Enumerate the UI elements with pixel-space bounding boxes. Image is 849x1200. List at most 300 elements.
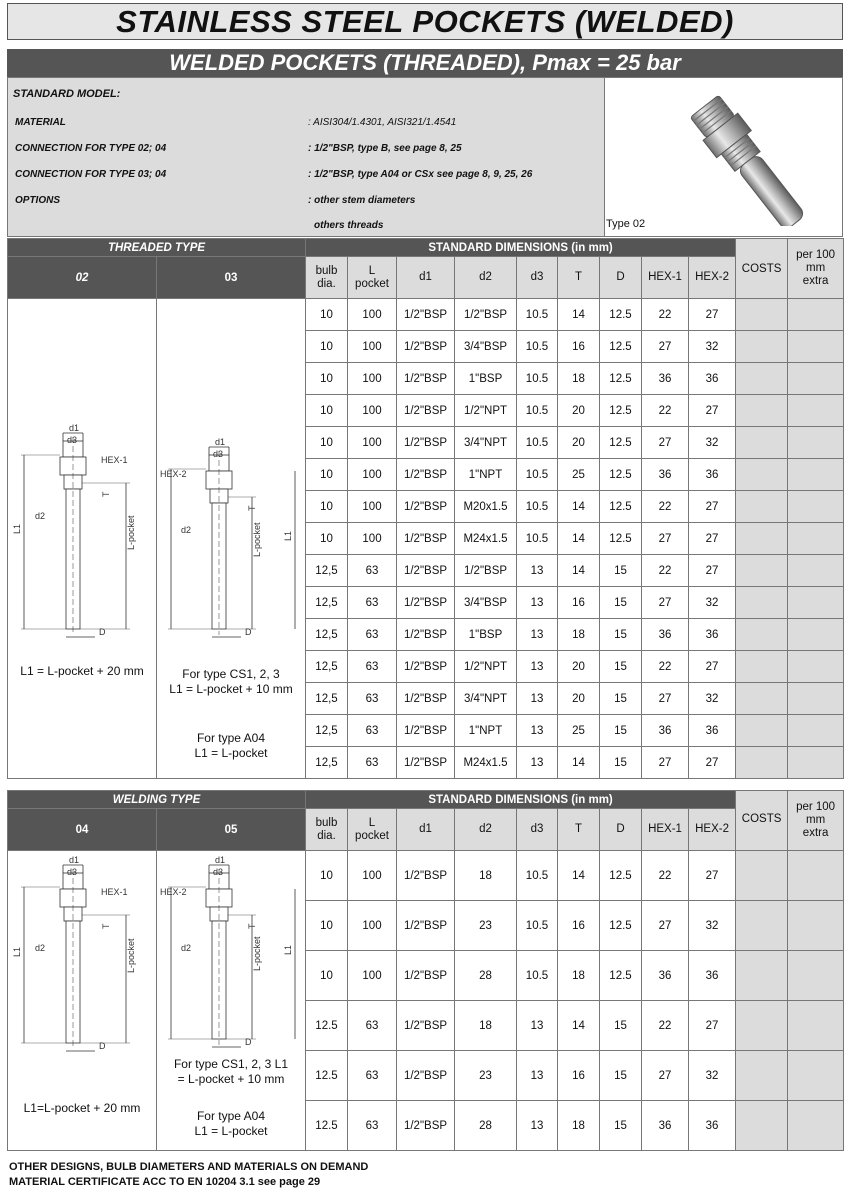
cell-d1: 1/2"BSP [397, 491, 455, 523]
cell-d2: M20x1.5 [455, 491, 517, 523]
cell-bulb-dia: 12,5 [306, 747, 348, 779]
threaded-section-title: THREADED TYPE [8, 239, 306, 257]
cell-costs[interactable] [736, 747, 788, 779]
pocket-drawing [8, 299, 157, 779]
cell-per100[interactable] [788, 1001, 844, 1051]
cell-bulb-dia: 10 [306, 851, 348, 901]
cell-per100[interactable] [788, 683, 844, 715]
cell-hex-1: 27 [642, 747, 689, 779]
cell-hex-2: 32 [689, 427, 736, 459]
threaded-type-02-header: 02 [8, 257, 157, 299]
cell-costs[interactable] [736, 587, 788, 619]
cell-l-pocket: 100 [348, 395, 397, 427]
cell-d: 12.5 [600, 299, 642, 331]
cell-hex-2: 27 [689, 395, 736, 427]
label-hex2: HEX-2 [160, 887, 187, 897]
label-d3: d3 [67, 867, 78, 877]
welding-type-05-header: 05 [157, 809, 306, 851]
cell-t: 18 [558, 951, 600, 1001]
label-hex1: HEX-1 [101, 455, 128, 465]
cell-costs[interactable] [736, 459, 788, 491]
cell-costs[interactable] [736, 851, 788, 901]
cell-bulb-dia: 10 [306, 459, 348, 491]
col-d1: d1 [397, 809, 455, 851]
cell-d2: 1"NPT [455, 459, 517, 491]
cell-per100[interactable] [788, 427, 844, 459]
welding-type-04-header: 04 [8, 809, 157, 851]
cell-costs[interactable] [736, 951, 788, 1001]
cell-hex-2: 36 [689, 1101, 736, 1151]
col-bulb-dia: bulb dia. [306, 257, 348, 299]
cell-l-pocket: 100 [348, 363, 397, 395]
cell-bulb-dia: 12,5 [306, 619, 348, 651]
cell-hex-1: 27 [642, 683, 689, 715]
cell-t: 14 [558, 851, 600, 901]
col-hex-1: HEX-1 [642, 809, 689, 851]
cell-hex-1: 36 [642, 951, 689, 1001]
cell-d1: 1/2"BSP [397, 683, 455, 715]
label-t: T [247, 923, 257, 929]
cell-d1: 1/2"BSP [397, 395, 455, 427]
label-d2: d2 [35, 511, 46, 521]
cell-l-pocket: 63 [348, 715, 397, 747]
col-t: T [558, 809, 600, 851]
col-d1: d1 [397, 257, 455, 299]
cell-d3: 10.5 [517, 523, 558, 555]
cell-per100[interactable] [788, 363, 844, 395]
col-d: D [600, 809, 642, 851]
col-hex-2: HEX-2 [689, 257, 736, 299]
cell-t: 16 [558, 587, 600, 619]
cell-t: 20 [558, 395, 600, 427]
cell-d2: 3/4"BSP [455, 331, 517, 363]
label-d3: d3 [67, 435, 78, 445]
cell-bulb-dia: 10 [306, 331, 348, 363]
cell-l-pocket: 100 [348, 951, 397, 1001]
threaded-note-a: L1 = L-pocket + 20 mm [20, 664, 144, 678]
cell-d1: 1/2"BSP [397, 851, 455, 901]
cell-bulb-dia: 10 [306, 299, 348, 331]
cell-d3: 10.5 [517, 299, 558, 331]
label-d2: d2 [181, 525, 192, 535]
cell-per100[interactable] [788, 395, 844, 427]
cell-hex-1: 36 [642, 459, 689, 491]
col-d2: d2 [455, 809, 517, 851]
cell-d2: 23 [455, 901, 517, 951]
label-l1: L1 [12, 946, 22, 957]
cell-costs[interactable] [736, 683, 788, 715]
label-lpocket: L-pocket [252, 522, 262, 557]
cell-t: 18 [558, 1101, 600, 1151]
cell-l-pocket: 63 [348, 747, 397, 779]
cell-d3: 13 [517, 1101, 558, 1151]
cell-t: 16 [558, 901, 600, 951]
cell-d1: 1/2"BSP [397, 555, 455, 587]
cell-t: 20 [558, 427, 600, 459]
cell-d1: 1/2"BSP [397, 587, 455, 619]
cell-d: 15 [600, 587, 642, 619]
cell-l-pocket: 100 [348, 331, 397, 363]
cell-l-pocket: 63 [348, 651, 397, 683]
cell-d2: M24x1.5 [455, 747, 517, 779]
cell-hex-2: 36 [689, 951, 736, 1001]
cell-hex-1: 36 [642, 619, 689, 651]
cell-t: 25 [558, 459, 600, 491]
cell-t: 16 [558, 331, 600, 363]
cell-d1: 1/2"BSP [397, 1101, 455, 1151]
threaded-drawing-cell-b [157, 299, 306, 779]
cell-bulb-dia: 10 [306, 395, 348, 427]
cell-t: 14 [558, 491, 600, 523]
cell-l-pocket: 100 [348, 901, 397, 951]
cell-per100[interactable] [788, 1051, 844, 1101]
cell-l-pocket: 63 [348, 619, 397, 651]
cell-l-pocket: 100 [348, 523, 397, 555]
cell-t: 25 [558, 715, 600, 747]
cell-d: 12.5 [600, 331, 642, 363]
cell-d3: 13 [517, 555, 558, 587]
label-d: D [99, 627, 106, 637]
cell-d1: 1/2"BSP [397, 427, 455, 459]
cell-d3: 10.5 [517, 363, 558, 395]
label-d1: d1 [215, 855, 226, 865]
section-subtitle: WELDED POCKETS (THREADED), Pmax = 25 bar [7, 49, 843, 77]
cell-costs[interactable] [736, 619, 788, 651]
connection-03-04-value: : 1/2"BSP, type A04 or CSx see page 8, 9, 25, 26 [308, 169, 533, 180]
cell-hex-1: 22 [642, 1001, 689, 1051]
label-t: T [101, 923, 111, 929]
cell-per100[interactable] [788, 299, 844, 331]
cell-per100[interactable] [788, 901, 844, 951]
cell-bulb-dia: 10 [306, 951, 348, 1001]
cell-hex-2: 27 [689, 299, 736, 331]
col-hex-2: HEX-2 [689, 809, 736, 851]
label-l1: L1 [283, 530, 293, 541]
cell-d1: 1/2"BSP [397, 459, 455, 491]
cell-per100[interactable] [788, 619, 844, 651]
cell-hex-1: 27 [642, 523, 689, 555]
cell-d1: 1/2"BSP [397, 1051, 455, 1101]
material-label: MATERIAL [15, 117, 66, 128]
cell-l-pocket: 100 [348, 299, 397, 331]
cell-t: 14 [558, 299, 600, 331]
cell-l-pocket: 100 [348, 459, 397, 491]
cell-l-pocket: 100 [348, 491, 397, 523]
cell-d2: 23 [455, 1051, 517, 1101]
label-d: D [245, 627, 252, 637]
cell-per100[interactable] [788, 951, 844, 1001]
cell-per100[interactable] [788, 555, 844, 587]
cell-d3: 13 [517, 715, 558, 747]
cell-hex-1: 36 [642, 715, 689, 747]
cell-bulb-dia: 10 [306, 491, 348, 523]
cell-costs[interactable] [736, 1001, 788, 1051]
cell-d: 12.5 [600, 951, 642, 1001]
cell-hex-2: 36 [689, 715, 736, 747]
cell-bulb-dia: 10 [306, 523, 348, 555]
label-t: T [247, 505, 257, 511]
cell-d: 12.5 [600, 523, 642, 555]
cell-d: 15 [600, 555, 642, 587]
cell-d2: 3/4"NPT [455, 683, 517, 715]
standard-model-label: STANDARD MODEL: [13, 88, 121, 100]
cell-d2: 3/4"NPT [455, 427, 517, 459]
cell-hex-2: 27 [689, 747, 736, 779]
col-d3: d3 [517, 257, 558, 299]
cell-d3: 13 [517, 619, 558, 651]
cell-d: 15 [600, 747, 642, 779]
cell-d: 15 [600, 651, 642, 683]
welding-table [7, 790, 844, 1151]
cell-d2: 1/2"NPT [455, 651, 517, 683]
col-bulb-dia: bulb dia. [306, 809, 348, 851]
cell-l-pocket: 63 [348, 1001, 397, 1051]
welding-drawing-cell-a [8, 851, 157, 1151]
cell-d3: 10.5 [517, 901, 558, 951]
welding-note-b2: For type A04 L1 = L-pocket [194, 1109, 268, 1138]
cell-bulb-dia: 12.5 [306, 1101, 348, 1151]
threaded-table [7, 238, 844, 779]
cell-per100[interactable] [788, 851, 844, 901]
cell-d2: 1/2"BSP [455, 555, 517, 587]
cell-per100[interactable] [788, 331, 844, 363]
connection-02-04-label: CONNECTION FOR TYPE 02; 04 [15, 143, 167, 154]
cell-t: 14 [558, 1001, 600, 1051]
cell-d3: 13 [517, 651, 558, 683]
cell-per100[interactable] [788, 1101, 844, 1151]
cell-d3: 13 [517, 1051, 558, 1101]
col-l-pocket: L pocket [348, 257, 397, 299]
cell-bulb-dia: 12.5 [306, 1051, 348, 1101]
label-d2: d2 [35, 943, 46, 953]
cell-d1: 1/2"BSP [397, 951, 455, 1001]
col-hex-1: HEX-1 [642, 257, 689, 299]
label-t: T [101, 491, 111, 497]
label-d2: d2 [181, 943, 192, 953]
cell-d2: 1"NPT [455, 715, 517, 747]
col-t: T [558, 257, 600, 299]
cell-bulb-dia: 10 [306, 363, 348, 395]
cell-costs[interactable] [736, 395, 788, 427]
options-label: OPTIONS [15, 195, 61, 206]
cell-bulb-dia: 10 [306, 427, 348, 459]
cell-bulb-dia: 12,5 [306, 555, 348, 587]
cell-costs[interactable] [736, 651, 788, 683]
cell-d3: 10.5 [517, 491, 558, 523]
cell-d3: 13 [517, 747, 558, 779]
cell-costs[interactable] [736, 427, 788, 459]
cell-hex-2: 32 [689, 1051, 736, 1101]
threaded-type-03-header: 03 [157, 257, 306, 299]
cell-costs[interactable] [736, 901, 788, 951]
cell-l-pocket: 63 [348, 1101, 397, 1151]
cell-d: 15 [600, 1101, 642, 1151]
cell-d2: M24x1.5 [455, 523, 517, 555]
label-l1: L1 [12, 523, 22, 534]
cell-hex-1: 22 [642, 555, 689, 587]
cell-bulb-dia: 12,5 [306, 587, 348, 619]
cell-d: 12.5 [600, 363, 642, 395]
threaded-note-b2: For type A04 L1 = L-pocket [194, 731, 268, 760]
label-lpocket: L-pocket [126, 515, 136, 550]
cell-d1: 1/2"BSP [397, 901, 455, 951]
cell-costs[interactable] [736, 555, 788, 587]
label-lpocket: L-pocket [252, 936, 262, 971]
cell-d: 12.5 [600, 491, 642, 523]
welding-per100-header: per 100 mm extra [788, 791, 844, 851]
table-row [8, 299, 844, 331]
threaded-header-row [8, 257, 844, 299]
pocket-drawing [157, 299, 306, 779]
label-hex2: HEX-2 [160, 469, 187, 479]
cell-d: 12.5 [600, 901, 642, 951]
cell-d1: 1/2"BSP [397, 651, 455, 683]
options-value-1: : other stem diameters [308, 195, 416, 206]
cell-hex-1: 22 [642, 491, 689, 523]
spec-block [7, 77, 843, 237]
cell-t: 14 [558, 747, 600, 779]
cell-bulb-dia: 12,5 [306, 683, 348, 715]
cell-per100[interactable] [788, 651, 844, 683]
threaded-per100-header: per 100 mm extra [788, 239, 844, 299]
cell-per100[interactable] [788, 587, 844, 619]
cell-hex-1: 27 [642, 331, 689, 363]
cell-hex-2: 27 [689, 651, 736, 683]
cell-l-pocket: 63 [348, 1051, 397, 1101]
cell-per100[interactable] [788, 715, 844, 747]
cell-d1: 1/2"BSP [397, 331, 455, 363]
cell-hex-2: 32 [689, 587, 736, 619]
cell-d1: 1/2"BSP [397, 619, 455, 651]
label-d1: d1 [69, 423, 80, 433]
options-value-2: others threads [314, 220, 384, 231]
cell-d: 15 [600, 683, 642, 715]
cell-d3: 10.5 [517, 951, 558, 1001]
cell-d1: 1/2"BSP [397, 299, 455, 331]
cell-costs[interactable] [736, 1051, 788, 1101]
cell-d: 12.5 [600, 427, 642, 459]
cell-hex-1: 27 [642, 427, 689, 459]
col-l-pocket: L pocket [348, 809, 397, 851]
label-hex1: HEX-1 [101, 887, 128, 897]
cell-l-pocket: 63 [348, 683, 397, 715]
cell-hex-2: 36 [689, 619, 736, 651]
cell-d2: 1/2"NPT [455, 395, 517, 427]
cell-per100[interactable] [788, 523, 844, 555]
cell-costs[interactable] [736, 491, 788, 523]
cell-costs[interactable] [736, 1101, 788, 1151]
cell-hex-1: 27 [642, 901, 689, 951]
cell-t: 20 [558, 683, 600, 715]
cell-d3: 13 [517, 587, 558, 619]
label-d1: d1 [215, 437, 226, 447]
label-d3: d3 [213, 867, 224, 877]
cell-d3: 10.5 [517, 427, 558, 459]
threaded-costs-header: COSTS [736, 239, 788, 299]
cell-hex-2: 27 [689, 1001, 736, 1051]
cell-costs[interactable] [736, 331, 788, 363]
cell-l-pocket: 63 [348, 587, 397, 619]
label-l1: L1 [283, 944, 293, 955]
cell-hex-1: 36 [642, 1101, 689, 1151]
material-value: : AISI304/1.4301, AISI321/1.4541 [308, 117, 457, 128]
welding-header-row [8, 809, 844, 851]
connection-02-04-value: : 1/2"BSP, type B, see page 8, 25 [308, 143, 462, 154]
cell-per100[interactable] [788, 459, 844, 491]
pocket-photo [678, 86, 828, 226]
cell-d3: 10.5 [517, 395, 558, 427]
welding-note-a: L1=L-pocket + 20 mm [23, 1101, 141, 1115]
cell-per100[interactable] [788, 747, 844, 779]
col-d2: d2 [455, 257, 517, 299]
cell-d: 15 [600, 619, 642, 651]
welding-note-b1: For type CS1, 2, 3 L1 = L-pocket + 10 mm [173, 1057, 289, 1086]
welding-section-title: WELDING TYPE [8, 791, 306, 809]
label-d: D [99, 1041, 106, 1051]
label-lpocket: L-pocket [126, 938, 136, 973]
cell-d1: 1/2"BSP [397, 747, 455, 779]
label-d1: d1 [69, 855, 80, 865]
cell-d2: 3/4"BSP [455, 587, 517, 619]
connection-03-04-label: CONNECTION FOR TYPE 03; 04 [15, 169, 167, 180]
cell-hex-2: 27 [689, 523, 736, 555]
cell-hex-2: 32 [689, 331, 736, 363]
cell-d: 15 [600, 1051, 642, 1101]
cell-costs[interactable] [736, 715, 788, 747]
welding-dims-title: STANDARD DIMENSIONS (in mm) [306, 791, 736, 809]
cell-d1: 1/2"BSP [397, 715, 455, 747]
spec-panel [8, 78, 605, 236]
cell-d1: 1/2"BSP [397, 1001, 455, 1051]
welding-costs-header: COSTS [736, 791, 788, 851]
cell-t: 18 [558, 363, 600, 395]
cell-hex-2: 27 [689, 555, 736, 587]
cell-costs[interactable] [736, 299, 788, 331]
cell-d: 12.5 [600, 851, 642, 901]
cell-d2: 28 [455, 951, 517, 1001]
cell-d3: 10.5 [517, 331, 558, 363]
col-d3: d3 [517, 809, 558, 851]
cell-l-pocket: 100 [348, 427, 397, 459]
cell-d3: 10.5 [517, 851, 558, 901]
cell-d: 15 [600, 715, 642, 747]
page-title: STAINLESS STEEL POCKETS (WELDED) [7, 3, 843, 40]
col-d: D [600, 257, 642, 299]
cell-costs[interactable] [736, 363, 788, 395]
cell-costs[interactable] [736, 523, 788, 555]
cell-d3: 10.5 [517, 459, 558, 491]
cell-hex-2: 32 [689, 901, 736, 951]
cell-per100[interactable] [788, 491, 844, 523]
cell-t: 16 [558, 1051, 600, 1101]
cell-bulb-dia: 12.5 [306, 1001, 348, 1051]
cell-hex-2: 32 [689, 683, 736, 715]
cell-d2: 28 [455, 1101, 517, 1151]
cell-d1: 1/2"BSP [397, 523, 455, 555]
cell-d3: 13 [517, 1001, 558, 1051]
cell-hex-1: 36 [642, 363, 689, 395]
cell-bulb-dia: 12,5 [306, 715, 348, 747]
cell-hex-2: 36 [689, 363, 736, 395]
cell-t: 20 [558, 651, 600, 683]
cell-hex-2: 36 [689, 459, 736, 491]
cell-d: 12.5 [600, 395, 642, 427]
cell-hex-1: 22 [642, 395, 689, 427]
cell-hex-2: 27 [689, 491, 736, 523]
cell-t: 14 [558, 555, 600, 587]
cell-d2: 1"BSP [455, 619, 517, 651]
cell-hex-1: 22 [642, 299, 689, 331]
